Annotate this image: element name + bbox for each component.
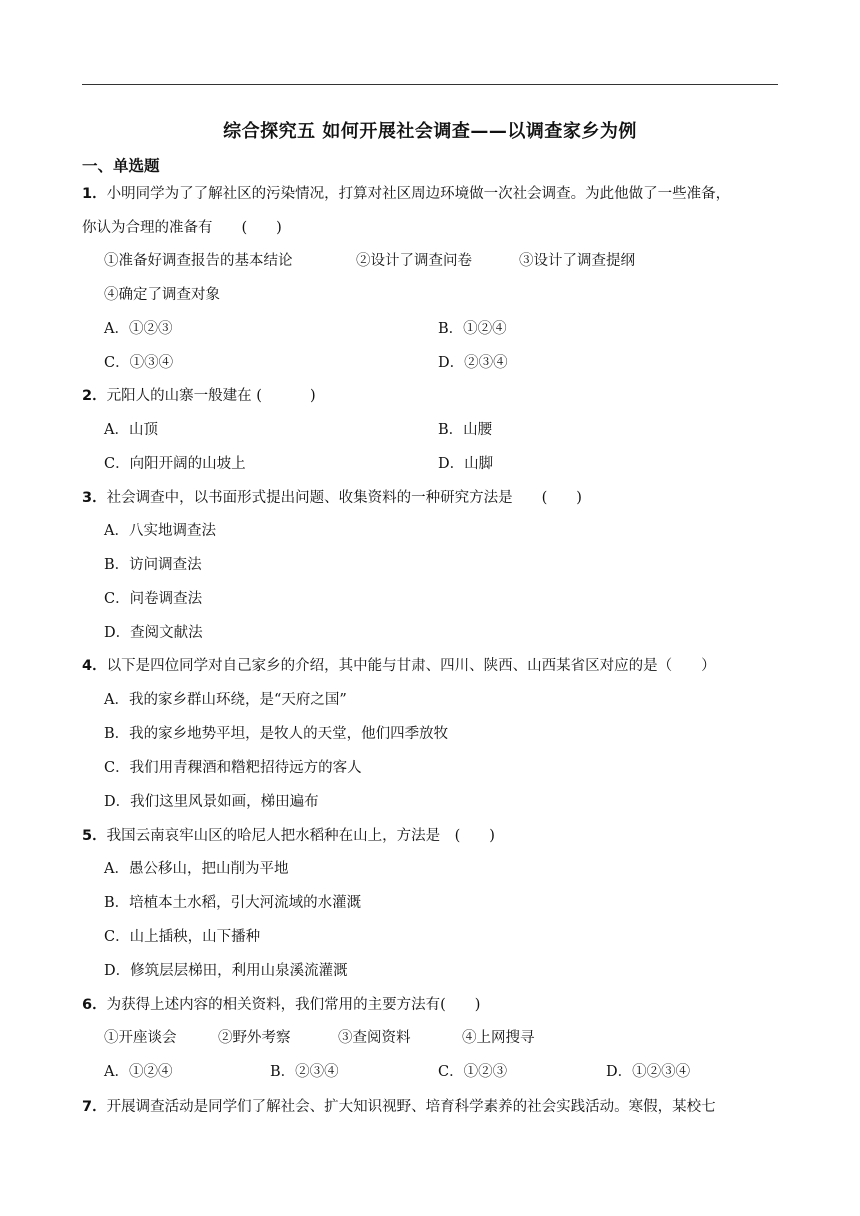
question-2-stem: 2．元阳人的山寨一般建在 ( ) [82, 388, 316, 404]
question-3-option-d[interactable]: D．查阅文献法 [104, 625, 203, 641]
question-6-option-d[interactable]: D．①②③④ [606, 1064, 691, 1080]
question-3-option-b[interactable]: B．访问调查法 [104, 557, 202, 573]
question-6-option-c[interactable]: C．①②③ [438, 1064, 508, 1080]
question-1-option-b[interactable]: B．①②④ [438, 321, 507, 337]
question-1-option-c[interactable]: C．①③④ [104, 355, 174, 371]
question-5-option-d[interactable]: D．修筑层层梯田，利用山泉溪流灌溉 [104, 963, 348, 979]
question-2-option-d[interactable]: D．山脚 [438, 456, 494, 472]
question-4-stem: 4．以下是四位同学对自己家乡的介绍，其中能与甘肃、四川、陕西、山西某省区对应的是（ ） [82, 658, 716, 674]
question-6-option-a[interactable]: A．①②④ [104, 1064, 173, 1080]
question-2-option-b[interactable]: B．山腰 [438, 422, 493, 438]
question-3-option-a[interactable]: A．八实地调查法 [104, 523, 216, 539]
question-2-option-c[interactable]: C．向阳开阔的山坡上 [104, 456, 246, 472]
question-5-option-c[interactable]: C．山上插秧，山下播种 [104, 929, 261, 945]
question-6-statement-3: ③查阅资料 [338, 1030, 411, 1046]
question-4-option-c[interactable]: C．我们用青稞酒和糌粑招待远方的客人 [104, 760, 362, 776]
question-1-stem-line2: 你认为合理的准备有 ( ) [82, 220, 282, 236]
question-3-stem: 3．社会调查中，以书面形式提出问题、收集资料的一种研究方法是 ( ) [82, 490, 582, 506]
question-1-stem-line1: 1．小明同学为了了解社区的污染情况，打算对社区周边环境做一次社会调查。为此他做了一些准备， [82, 186, 731, 202]
question-7-stem: 7．开展调查活动是同学们了解社会、扩大知识视野、培育科学素养的社会实践活动。寒假，某校七 [82, 1099, 716, 1115]
question-5-option-b[interactable]: B．培植本土水稻，引大河流域的水灌溉 [104, 895, 362, 911]
question-6-statement-2: ②野外考察 [218, 1030, 291, 1046]
question-1-statement-2: ②设计了调查问卷 [356, 253, 472, 269]
question-4-option-b[interactable]: B．我的家乡地势平坦，是牧人的天堂，他们四季放牧 [104, 726, 449, 742]
question-3-option-c[interactable]: C．问卷调查法 [104, 591, 203, 607]
question-6-statement-1: ①开座谈会 [104, 1030, 177, 1046]
question-6-stem: 6．为获得上述内容的相关资料，我们常用的主要方法有( ) [82, 997, 481, 1013]
question-1-statement-3: ③设计了调查提纲 [519, 253, 635, 269]
question-4-option-a[interactable]: A．我的家乡群山环绕，是“天府之国” [104, 692, 347, 708]
document-title: 综合探究五 如何开展社会调查——以调查家乡为例 [223, 121, 637, 142]
question-4-option-d[interactable]: D．我们这里风景如画，梯田遍布 [104, 794, 319, 810]
section-heading: 一、单选题 [82, 157, 160, 175]
question-2-option-a[interactable]: A．山顶 [104, 422, 158, 438]
question-1-statement-4: ④确定了调查对象 [104, 287, 220, 303]
question-1-option-a[interactable]: A．①②③ [104, 321, 173, 337]
question-1-option-d[interactable]: D．②③④ [438, 355, 508, 371]
question-6-statement-4: ④上网搜寻 [462, 1030, 535, 1046]
question-5-stem: 5．我国云南哀牢山区的哈尼人把水稻种在山上，方法是 ( ) [82, 828, 495, 844]
question-6-option-b[interactable]: B．②③④ [270, 1064, 339, 1080]
header-rule [82, 84, 778, 85]
question-5-option-a[interactable]: A．愚公移山，把山削为平地 [104, 861, 289, 877]
question-1-statement-1: ①准备好调查报告的基本结论 [104, 253, 293, 269]
